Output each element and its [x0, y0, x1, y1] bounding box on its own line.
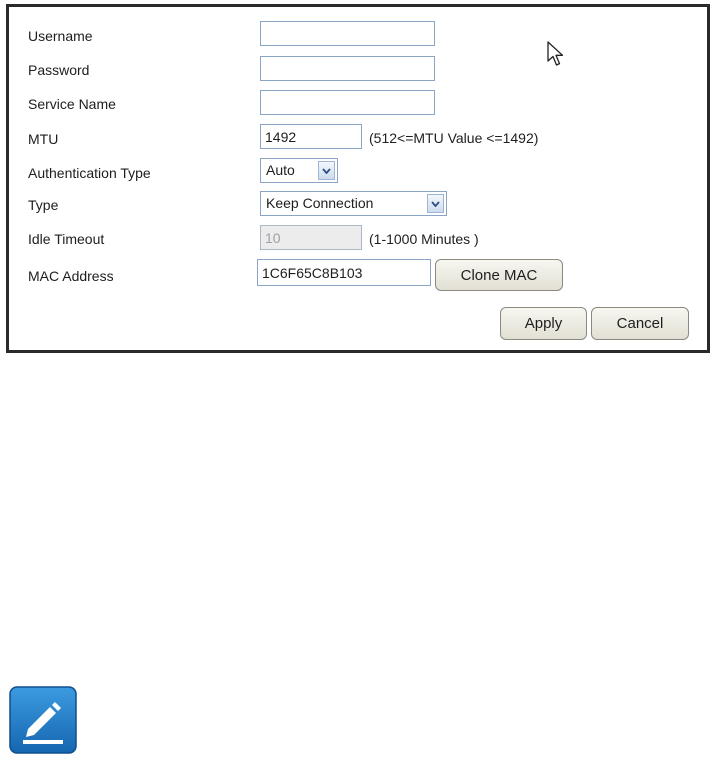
- chevron-down-icon: [318, 161, 335, 180]
- password-input[interactable]: [260, 56, 435, 81]
- mtu-input[interactable]: [260, 124, 362, 149]
- idle-timeout-range-hint: (1-1000 Minutes ): [369, 231, 479, 247]
- username-label: Username: [28, 28, 93, 44]
- password-label: Password: [28, 62, 90, 78]
- note-pencil-icon: [9, 686, 77, 757]
- service-name-input[interactable]: [260, 90, 435, 115]
- clone-mac-button[interactable]: Clone MAC: [435, 259, 563, 291]
- type-label: Type: [28, 197, 59, 213]
- pppoe-settings-panel: [6, 4, 710, 353]
- mac-address-input[interactable]: [257, 259, 431, 286]
- auth-type-select[interactable]: [260, 158, 338, 183]
- mtu-range-hint: (512<=MTU Value <=1492): [369, 130, 539, 146]
- idle-timeout-input: [260, 225, 362, 250]
- connection-type-select[interactable]: [260, 191, 447, 216]
- mtu-label: MTU: [28, 131, 59, 147]
- auth-type-selected-value: Auto: [266, 162, 295, 178]
- mouse-pointer-icon: [546, 40, 566, 73]
- service-name-label: Service Name: [28, 96, 116, 112]
- auth-type-label: Authentication Type: [28, 165, 151, 181]
- connection-type-selected-value: Keep Connection: [266, 195, 374, 211]
- idle-timeout-label: Idle Timeout: [28, 231, 105, 247]
- apply-button[interactable]: Apply: [500, 307, 587, 340]
- chevron-down-icon: [427, 194, 444, 213]
- mac-address-label: MAC Address: [28, 268, 114, 284]
- cancel-button[interactable]: Cancel: [591, 307, 689, 340]
- username-input[interactable]: [260, 21, 435, 46]
